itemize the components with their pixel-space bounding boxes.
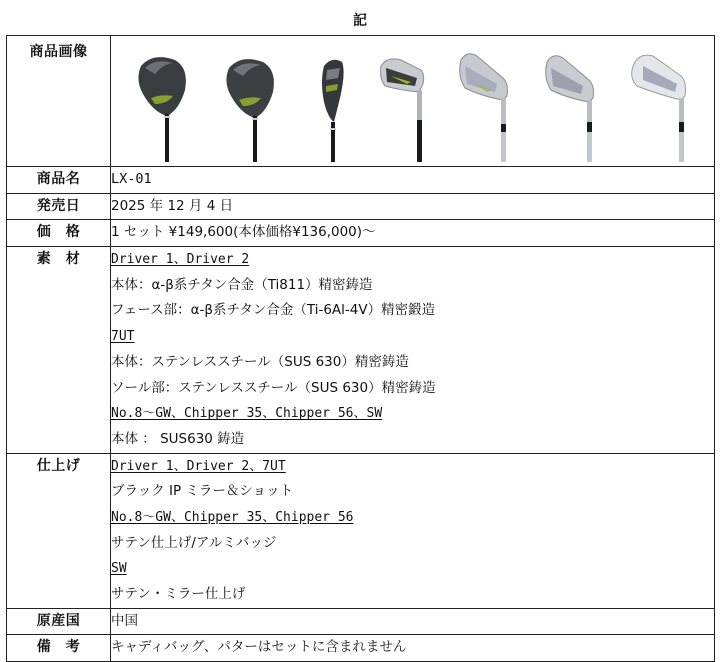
row-release-date	[7, 193, 715, 220]
material-line: 7UT	[111, 329, 135, 345]
material-line: Driver 1、Driver 2	[111, 252, 250, 268]
value-release-date: 2025 年 12 月 4 日	[111, 193, 715, 220]
chipper-56-image	[543, 54, 599, 162]
material-line: No.8～GW、Chipper 35、Chipper 56、SW	[111, 406, 383, 422]
chipper-35-image	[457, 52, 513, 162]
utility-7ut-image	[318, 58, 348, 162]
label-notes: 備 考	[7, 635, 111, 662]
iron-no8-gw-image	[379, 56, 429, 162]
finish-line: Driver 1、Driver 2、7UT	[111, 458, 286, 474]
finish-line: サテン・ミラー仕上げ	[111, 586, 246, 603]
label-price: 価 格	[7, 220, 111, 247]
finish-line: ブラック IP ミラー＆ショット	[111, 483, 294, 500]
row-origin	[7, 608, 715, 635]
value-price: 1 セット ¥149,600(本体価格¥136,000)～	[111, 220, 715, 247]
label-product-image: 商品画像	[7, 36, 111, 167]
finish-line: No.8～GW、Chipper 35、Chipper 56	[111, 509, 354, 525]
driver-2-image	[221, 56, 281, 162]
row-product-name	[7, 167, 715, 194]
label-material-text: 素 材	[36, 251, 81, 268]
value-notes: キャディバッグ、パターはセットに含まれません	[111, 635, 715, 662]
material-line: ソール部：ステンレススチール（SUS 630）精密鋳造	[111, 379, 436, 396]
row-product-image	[7, 36, 715, 167]
label-material	[7, 247, 111, 454]
value-finish	[111, 453, 715, 608]
product-image-cell	[111, 36, 715, 167]
material-line: 本体：ステンレススチール（SUS 630）精密鋳造	[111, 353, 409, 370]
club-lineup-image	[111, 36, 714, 161]
material-line: 本体 ： SUS630 鋳造	[111, 430, 245, 447]
row-price	[7, 220, 715, 247]
value-material	[111, 247, 715, 454]
label-release-date: 発売日	[7, 193, 111, 220]
driver-1-image	[133, 54, 193, 162]
finish-line: SW	[111, 561, 127, 577]
row-material	[7, 247, 715, 454]
row-notes	[7, 635, 715, 662]
finish-line: サテン仕上げ/アルミバッジ	[111, 534, 277, 551]
label-origin: 原産国	[7, 608, 111, 635]
sand-wedge-image	[629, 52, 695, 162]
material-line: 本体：α-β系チタン合金（Ti811）精密鋳造	[111, 276, 373, 293]
product-spec-table	[6, 35, 715, 662]
value-product-name: LX-01	[111, 167, 715, 194]
label-finish	[7, 453, 111, 608]
label-finish-text: 仕上げ	[36, 457, 81, 474]
row-finish	[7, 453, 715, 608]
material-line: フェース部：α-β系チタン合金（Ti-6Al-4V）精密鍛造	[111, 302, 436, 319]
label-product-name: 商品名	[7, 167, 111, 194]
document-heading: 記	[353, 13, 367, 29]
value-origin: 中国	[111, 608, 715, 635]
